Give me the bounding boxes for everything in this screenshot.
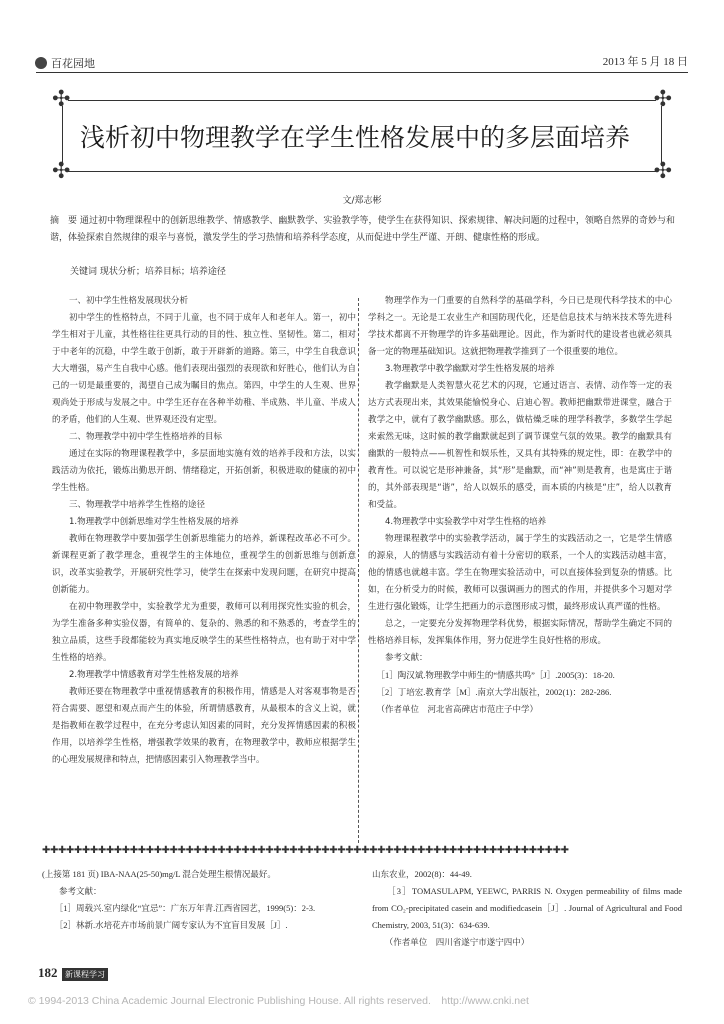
header-column-label (35, 55, 95, 71)
section-heading: 2.物理教学中情感教育对学生性格发展的培养 (69, 670, 239, 680)
paragraph: 总之，一定要充分发挥物理学科优势，根据实际情况，帮助学生确定不同的性格培养目标，发挥集体作用，努力促进学生良好性格的形成。 (368, 619, 672, 646)
copyright-notice: © 1994-2013 China Academic Journal Electronic Publishing House. All rights reserved. http://www.cnki.net (28, 995, 529, 1007)
bullet-icon (35, 57, 47, 69)
ornament-icon: ✣ (653, 159, 672, 184)
column-divider (358, 298, 359, 843)
continuation-line: 参考文献： (42, 886, 102, 896)
ornament-icon: ✣ (52, 87, 71, 112)
right-column (368, 293, 672, 718)
abstract: 摘 要 通过初中物理课程中的创新思维教学、情感教学、幽默教学、实验教学等，使学生在获得知识、探索规律、解决问题的过程中，领略自然界的奇妙与和谐，体验探索自然规律的艰辛与喜悦，激发学生的学习热情和培养科学态度，从而促进中学生严谨、开朗、健康性格的形成。 (50, 216, 675, 243)
continuation-line: （作者单位 四川省遂宁市遂宁四中） (372, 937, 530, 947)
continuation-line: (上接第 181 页) IBA-NAA(25-50)mg/L 混合处理生根情况最好。 (42, 869, 276, 879)
continuation-line: ［2］林新.水培花卉市场前景广阔专家认为不宜盲目发展［J］. (42, 920, 288, 930)
paragraph: 初中学生的性格特点，不同于儿童，也不同于成年人和老年人。第一，初中学生相对于儿童，其性格往往更具行动的目的性、独立性、坚韧性。第二，相对于中老年的沉稳，中学生敢于创新，敢于开辟新的道路。第三，中学生自我意识大大增强，易产生自我中心感。他们表现出强烈的表现欲和好胜心，他们认为自己的一切是最重要的，渴望自己成为瞩目的焦点。第四，中学生的人生观、世界观尚处于形成与发展之中。中学生还存在各种半幼稚、半成熟、半儿童、半成人的矛盾，他们的人生观、世界观还没有定型。 (52, 313, 356, 425)
header-rule (36, 72, 688, 73)
page-number: 182 (38, 965, 58, 980)
article-title: 浅析初中物理教学在学生性格发展中的多层面培养 (80, 123, 631, 152)
section-heading: 参考文献： (385, 653, 428, 663)
journal-badge: 新课程学习 (62, 968, 108, 981)
plus-separator: ✚✚✚✚✚✚✚✚✚✚✚✚✚✚✚✚✚✚✚✚✚✚✚✚✚✚✚✚✚✚✚✚✚✚✚✚✚✚✚✚✚✚✚✚✚✚✚✚✚✚✚✚✚✚✚✚✚✚✚✚✚✚✚✚✚✚ (42, 845, 569, 856)
section-heading: 3.物理教学中教学幽默对学生性格发展的培养 (385, 364, 555, 374)
reference-item: ［1］陶汉斌.物理教学中师生的“情感共鸣”［J］.2005(3)：18-20. (376, 670, 615, 680)
left-column (52, 293, 356, 769)
paragraph: 教学幽默是人类智慧火花艺术的闪现，它通过语言、表情、动作等一定的表达方式表现出来，其效果能愉悦身心、启迪心智。教师把幽默带进课堂，融合于教学之中，就有了教学幽默感。那么，做枯燥乏味的理学科教学，多数学生学起来索然无味，这时候的教学幽默就起到了调节课堂气氛的效果。教学的幽默具有幽默的一般特点——机智性和娱乐性，又具有其特殊的规定性，即：在教学中的教育性。可以说它是形神兼备，其“形”是幽默，而“神”则是教育，也是寓庄于谐的，其外部表现是“谐”，给人以娱乐的感受，而本质的内核是“庄”，给人以教育和受益。 (368, 381, 672, 510)
ornament-icon: ✣ (52, 159, 71, 184)
section-heading: 1.物理教学中创新思维对学生性格发展的培养 (69, 517, 239, 527)
reference-item: （作者单位 河北省高碑店市范庄子中学） (376, 704, 539, 714)
ornament-icon: ✣ (653, 87, 672, 112)
author-line: 文/郑志彬 (342, 196, 382, 206)
paragraph: 教师在物理教学中要加强学生创新思维能力的培养，新课程改革必不可少。新课程更新了教学理念，重视学生的主体地位，重视学生的创新思维与创新意识，改革实验教学，开展研究性学习，使学生在探索中发现问题，在研究中提高创新能力。 (52, 534, 356, 595)
continuation-right (372, 866, 682, 951)
paragraph: 教师还要在物理教学中重视情感教育的积极作用，情感是人对客观事物是否符合需要、愿望和观点而产生的体验，所谓情感教育，从最根本的含义上说，就是指教师在教学过程中，在充分考虑认知因素的同时，充分发挥情感因素的积极作用，以培养学生性格，增强教学效果的教育，在物理教学中，教师应根据学生的心理发展规律和特点，把情感因素引入物理教学当中。 (52, 687, 356, 765)
continuation-line: ［1］周载兴.室内绿化“宜忌”：广东万年青.江西省园艺，1999(5)：2-3. (42, 903, 316, 913)
paragraph: 在初中物理教学中，实验教学尤为重要，教师可以利用探究性实验的机会，为学生准备多种实验仪器，有简单的、复杂的、熟悉的和不熟悉的，考查学生的独立品质，这些手段都能较为真实地反映学生的某些性格特点，也有助于对中学生性格的培养。 (52, 602, 356, 663)
section-heading: 三、物理教学中培养学生性格的途径 (69, 500, 206, 510)
section-heading: 4.物理教学中实验教学中对学生性格的培养 (385, 517, 547, 527)
column-name: 百花园地 (51, 57, 95, 70)
continuation-left (42, 866, 352, 934)
section-heading: 二、物理教学中初中学生性格培养的目标 (69, 432, 223, 442)
keywords: 关键词 现状分析；培养目标；培养途径 (70, 267, 226, 277)
paragraph: 物理学作为一门重要的自然科学的基础学科，今日已是现代科学技术的中心学科之一。无论是工农业生产和国防现代化，还是信息技术与纳米技术等先进科学技术都离不开物理学的许多基础理论。因此，作为新时代的建设者也就必须具备一定的物理基础知识。这就把物理教学推到了一个很重要的地位。 (368, 296, 672, 357)
paragraph: 物理课程教学中的实验教学活动，属于学生的实践活动之一，它是学生情感的源泉，人的情感与实践活动有着十分密切的联系，一个人的实践活动越丰富，他的情感也就越丰富。学生在物理实验活动中，可以直接体验到复杂的情感。比如，在分析受力的时候，教师可以强调画力的图式的作用，并提供多个习题对学生进行强化锻炼，让学生把画力的示意图形成习惯，最终形成认真严谨的性格。 (368, 534, 672, 612)
section-heading: 一、初中学生性格发展现状分析 (69, 296, 189, 306)
paragraph: 通过在实际的物理课程教学中，多层面地实施有效的培养手段和方法，以实践活动为依托，锻炼出勤思开朗、情绪稳定，开拓创新，积极进取的健康的初中学生性格。 (52, 449, 356, 493)
continuation-line: 山东农业，2002(8)：44-49. (372, 869, 472, 879)
continuation-line: ［3］TOMASULAPM, YEEWC, PARRIS N. Oxygen permeability of films made from CO₂-precipitated casein and modifiedcasein［J］. Journal of Agricultural and Food Chemistry, 2003, 51(3)：634-639. (372, 886, 682, 930)
reference-item: ［2］丁培宏.教育学［M］.南京大学出版社，2002(1)：282-286. (376, 687, 612, 697)
issue-date: 2013 年 5 月 18 日 (602, 56, 688, 68)
